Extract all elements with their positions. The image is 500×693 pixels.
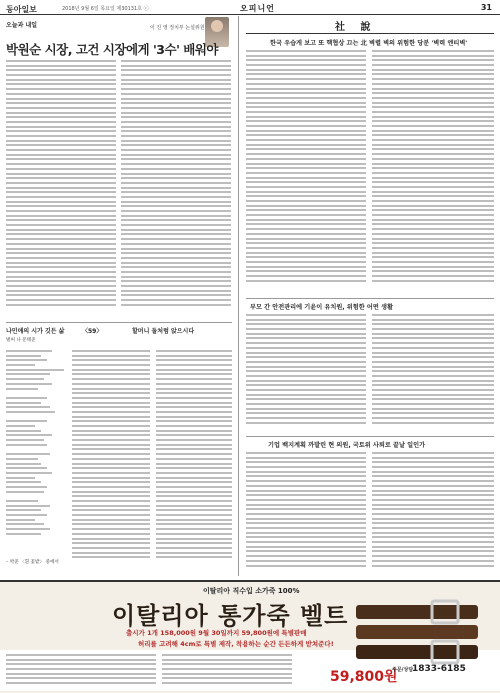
editorial-mark: 社 說 xyxy=(335,22,377,33)
section-title: 오피니언 xyxy=(240,4,275,13)
editorial-headline-2: 부모 간 안전관리에 기윤이 유치원, 위험한 어떤 생활 xyxy=(250,304,393,311)
editorial-2-body-right xyxy=(372,314,494,434)
poem-verse xyxy=(6,350,64,550)
ad-offer: 출시가 1개 158,000원 9월 30일까지 59,800원에 특별판매 xyxy=(126,629,307,637)
ad-tagline: 이탈리아 직수입 소가죽 100% xyxy=(203,587,300,595)
column-label: 오늘과 내일 xyxy=(6,22,38,29)
poem-credit: – 박준 〈흰 꽃밭〉 중에서 xyxy=(6,560,59,565)
newspaper-name: 동아일보 xyxy=(6,5,37,14)
ad-price: 59,800원 xyxy=(330,669,398,685)
editorial-3-body-left xyxy=(246,452,366,574)
poem-column-label: 나민애의 시가 깃든 삶 xyxy=(6,328,65,335)
column-author: 이 진 영 정치부 논설위원 xyxy=(150,25,205,31)
poem-essay-1 xyxy=(72,350,150,572)
ad-description: 허리를 고려해 4cm로 특별 제작, 착용하는 순간 든든하게 받쳐준다! xyxy=(138,640,334,648)
column-vertical-rule xyxy=(238,16,239,576)
column-body-left xyxy=(6,60,116,318)
order-phone: 1833-6185 xyxy=(412,664,466,674)
section-divider xyxy=(6,322,232,323)
editorial-1-body-right xyxy=(372,50,494,295)
editorial-divider-1 xyxy=(246,298,494,299)
editorial-headline-3: 기업 백지계획 까발린 현 의원, 국토위 사퇴로 끝날 일인가 xyxy=(268,442,426,449)
editorial-1-body-left xyxy=(246,50,366,295)
ad-details-text-1 xyxy=(6,654,156,688)
editorial-headline-1: 한국 우습게 보고 또 핵협상 끄는 北 벽렬 벽의 위험한 당분 '벽력 엔티벽' xyxy=(270,40,468,47)
column-headline: 박원순 시장, 고건 시장에게 '3수' 배워야 xyxy=(6,42,218,57)
poem-column-number: 〈59〉 xyxy=(82,328,103,335)
editorial-divider-2 xyxy=(246,436,494,437)
header-rule xyxy=(0,14,500,15)
poem-author: 벌써 나 문태준 xyxy=(6,338,36,343)
ad-title: 이탈리아 통가죽 벨트 xyxy=(112,602,349,630)
issue-date: 2018년 9월 6일 목요일 제30131호 ⓒ xyxy=(62,6,149,12)
order-label: 주문/상담 xyxy=(392,667,414,673)
ad-details-text-2 xyxy=(162,654,292,688)
page-number: 31 xyxy=(480,3,492,12)
poem-essay-2 xyxy=(156,350,232,572)
editorial-rule xyxy=(246,33,494,34)
editorial-2-body-left xyxy=(246,314,366,434)
poem-title: 할머니 둘처럼 앉으시다 xyxy=(132,328,195,335)
column-body-right xyxy=(121,60,231,318)
author-face xyxy=(211,20,223,32)
editorial-3-body-right xyxy=(372,452,494,574)
